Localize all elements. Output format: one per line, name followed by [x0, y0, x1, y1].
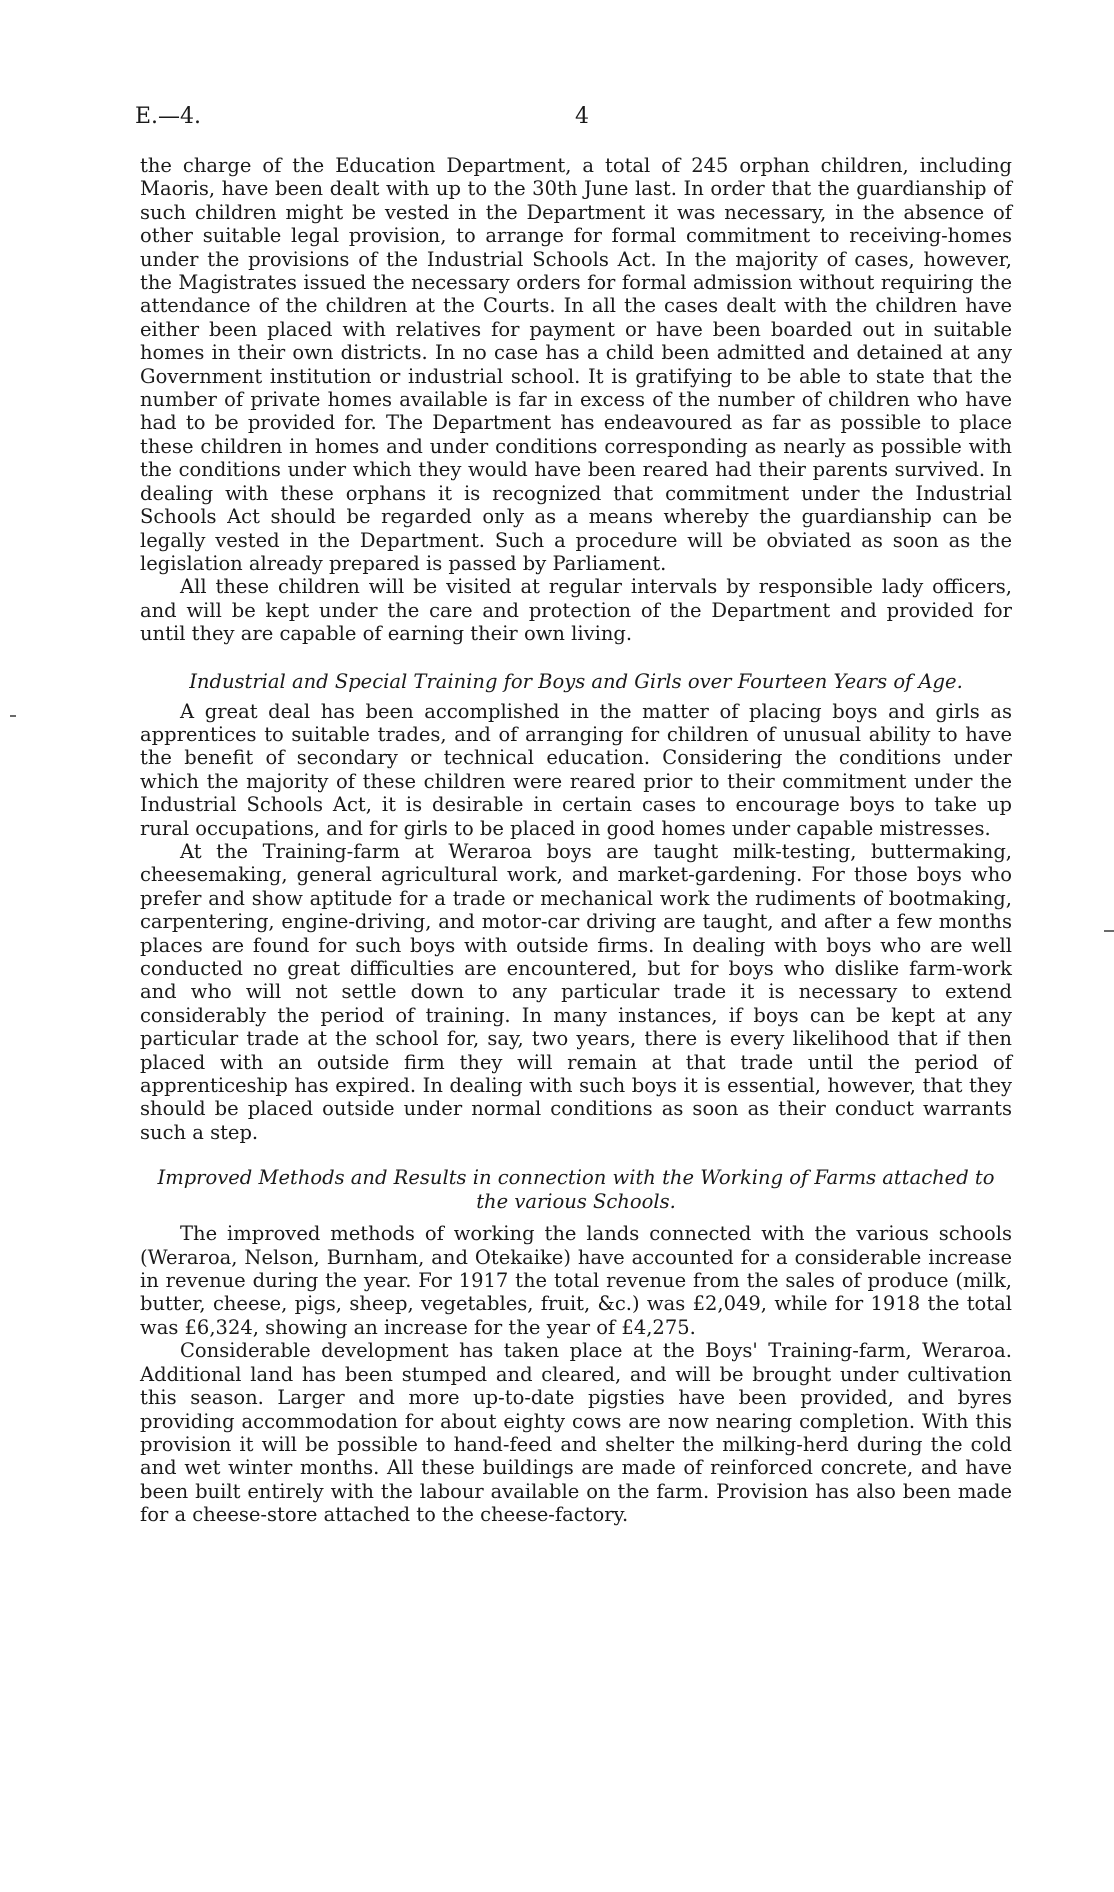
- section-heading-improved-methods: [140, 1166, 1012, 1214]
- paragraph-training-farm: At the Training-farm at Weraroa boys are taught milk-testing, buttermaking, cheesemaking, general agricultural work, and market-gardening. For those boys who prefer and show aptitude for a trade or mechanical work the rudiments of bootmaking, carpentering, engine-driving, and motor-car driving are taught, and after a few months places are found for such boys with outside firms. In dealing with boys who are well conducted no great difficulties are encountered, but for boys who dislike farm-work and who will not settle down to any particular trade it is necessary to extend considerably the period of training. In many instances, if boys can be kept at any particular trade at the school for, say, two years, there is every likelihood that if then placed with an outside firm they will remain at that trade until the period of apprenticeship has expired. In dealing with such boys it is essential, however, that they should be placed outside under normal conditions as soon as their conduct warrants such a step.: [140, 839, 1012, 1144]
- paragraph-visits: All these children will be visited at regular intervals by responsible lady officers, and will be kept under the care and protection of the Department and provided for until they are capable of earning their own living.: [140, 575, 1012, 646]
- document-reference: E.—4.: [135, 104, 202, 129]
- margin-mark-left: [10, 715, 16, 717]
- paragraph-development: Considerable development has taken place at the Boys' Training-farm, Weraroa. Additional land has been stumped and cleared, and will be brought under cultivation this season. Larger and more up-to-date pigsties have been provided, and byres providing accommodation for about eighty cows are now nearing completion. With this provision it will be possible to hand-feed and shelter the milking-herd during the cold and wet winter months. All these buildings are made of reinforced concrete, and have been built entirely with the labour available on the farm. Provision has also been made for a cheese-store attached to the cheese-factory.: [140, 1339, 1012, 1527]
- paragraph-revenue: The improved methods of working the lands connected with the various schools (Weraroa, Nelson, Burnham, and Otekaike) have accounted for a considerable increase in revenue during the year. For 1917 the total revenue from the sales of produce (milk, butter, cheese, pigs, sheep, vegetables, fruit, &c.) was £2,049, while for 1918 the total was £6,324, showing an increase for the year of £4,275.: [140, 1222, 1012, 1339]
- body-text: [140, 154, 1012, 1527]
- paragraph-orphans-continued: the charge of the Education Department, a total of 245 orphan children, including Maoris, have been dealt with up to the 30th June last. In order that the guardianship of such children might be vested in the Department it was necessary, in the absence of other suitable legal provision, to arrange for formal commitment to receiving-homes under the provisions of the Industrial Schools Act. In the majority of cases, however, the Magistrates issued the necessary orders for formal admission without requiring the attendance of the children at the Courts. In all the cases dealt with the children have either been placed with relatives for payment or have been boarded out in suitable homes in their own districts. In no case has a child been admitted and detained at any Government institution or industrial school. It is gratifying to be able to state that the number of private homes available is far in excess of the number of children who have had to be provided for. The Department has endeavoured as far as possible to place these children in homes and under conditions corresponding as nearly as possible with the conditions under which they would have been reared had their parents survived. In dealing with these orphans it is recognized that commitment under the Industrial Schools Act should be regarded only as a means whereby the guardianship can be legally vested in the Department. Such a procedure will be obviated as soon as the legislation already prepared is passed by Parliament.: [140, 154, 1012, 575]
- margin-mark-right: [1104, 930, 1114, 932]
- section-heading-industrial-training: Industrial and Special Training for Boys and Girls over Fourteen Years of Age.: [189, 669, 963, 693]
- paragraph-apprentices: A great deal has been accomplished in the matter of placing boys and girls as apprentices to suitable trades, and of arranging for children of unusual ability to have the benefit of secondary or technical education. Considering the conditions under which the majority of these children were reared prior to their commitment under the Industrial Schools Act, it is desirable in certain cases to encourage boys to take up rural occupations, and for girls to be placed in good homes under capable mistresses.: [140, 699, 1012, 840]
- page-header: [135, 104, 1015, 134]
- heading-line-2: the various Schools.: [476, 1190, 676, 1214]
- page-number: 4: [575, 104, 589, 129]
- heading-line-1: Improved Methods and Results in connection with the Working of Farms attached to: [157, 1166, 995, 1190]
